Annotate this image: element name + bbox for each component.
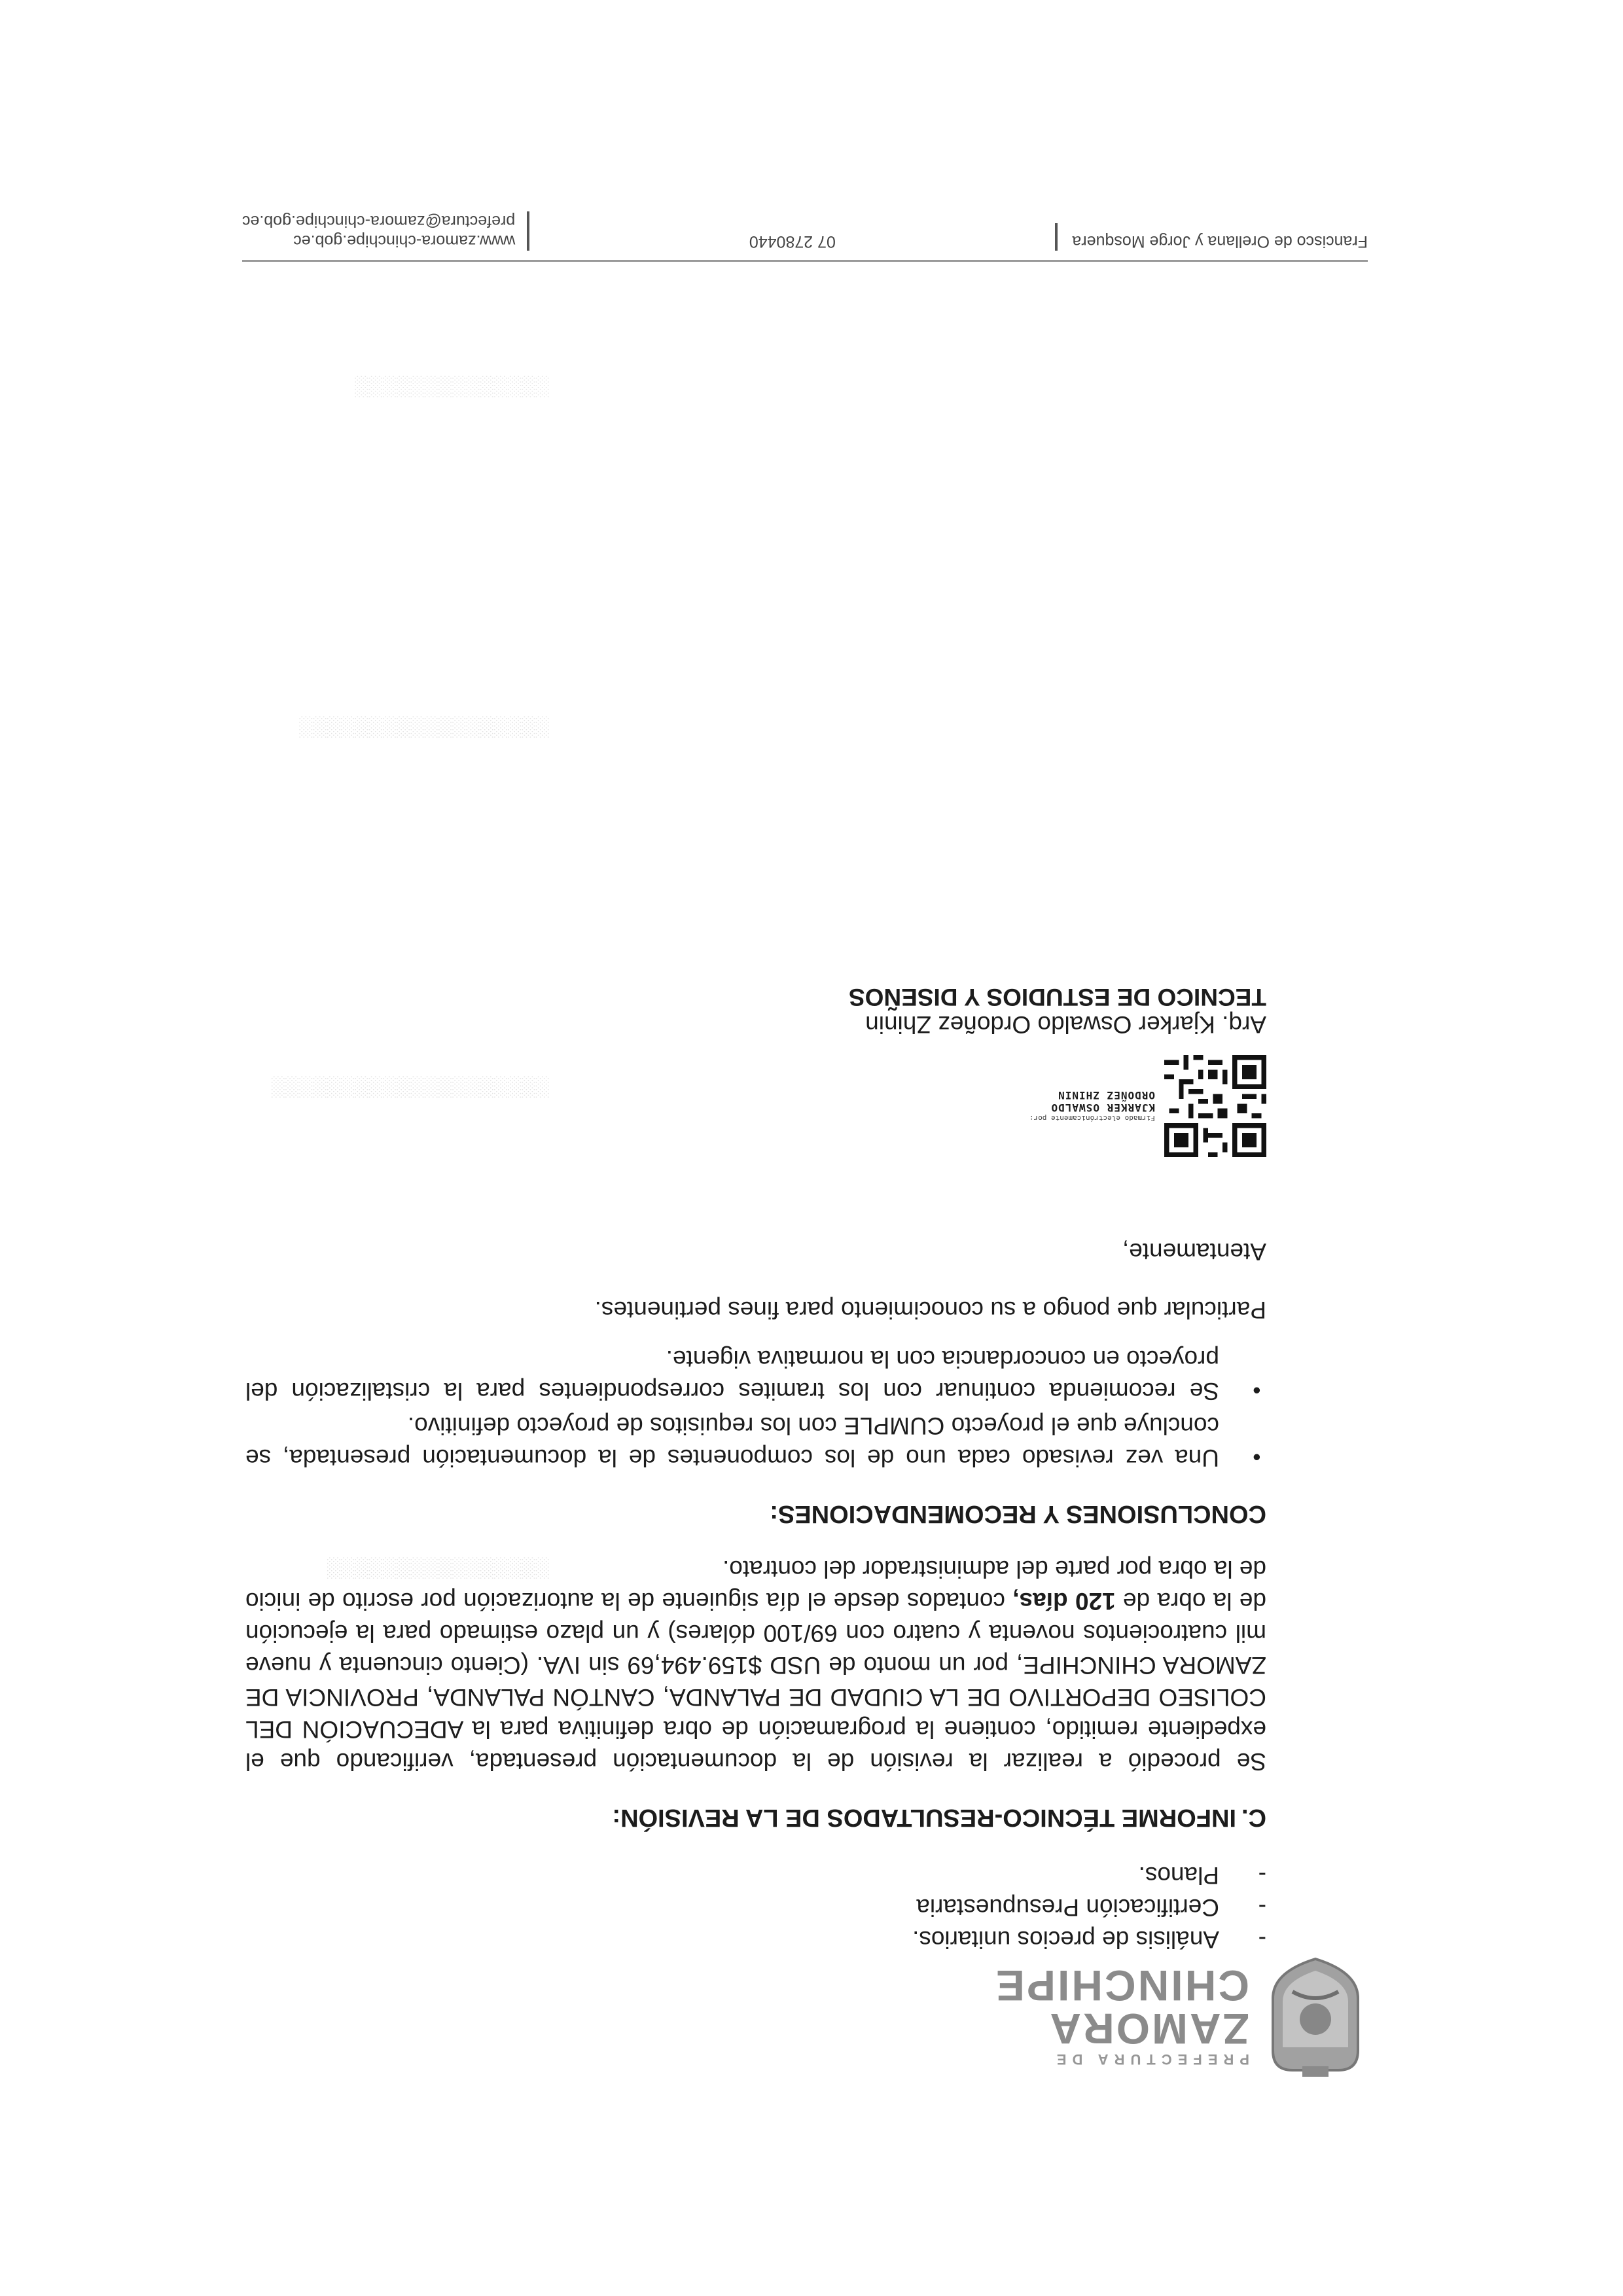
document-body bbox=[245, 1216, 1266, 1956]
bleed-through-text: ░░░░░░░░░░░░░░ bbox=[355, 376, 550, 398]
bleed-through-text: ░░░░░░░░░░░░░░░░ bbox=[327, 1558, 550, 1579]
list-item: - Certificación Presupuestaria bbox=[245, 1892, 1266, 1924]
signer-title: TECNICO DE ESTUDIOS Y DISEÑOS bbox=[848, 984, 1266, 1011]
bleed-through-text: ░░░░░░░░░░░░░░░░░░ bbox=[299, 717, 550, 738]
list-item: - Análisis de precios unitarios. bbox=[245, 1924, 1266, 1956]
footer-phone: 07 2780440 bbox=[749, 232, 836, 251]
bleed-through-text: ░░░░░░░░░░░░░░░░░░░░ bbox=[271, 1077, 550, 1098]
section-title: INFORME TÉCNICO-RESULTADOS DE LA REVISIÓN: bbox=[612, 1804, 1236, 1831]
report-paragraph bbox=[245, 1553, 1266, 1778]
conclusions-list bbox=[245, 1343, 1266, 1474]
list-item: ● Una vez revisado cada uno de los componentes de la documentación presentada, se concluye que el proyecto CUMPLE con los requisitos de proyecto definitivo. bbox=[245, 1410, 1266, 1474]
logo-caption: PREFECTURA DE bbox=[1050, 2051, 1249, 2068]
salutation: Atentamente, bbox=[1122, 1238, 1266, 1265]
paragraph-text: contados desde el día siguiente de la autorización por escrito de inicio de la obra por parte del administrador del contrato. bbox=[245, 1556, 1266, 1615]
prefectura-logo bbox=[994, 1956, 1364, 2077]
e-signature-name: ORDOÑEZ ZHININ bbox=[1058, 1089, 1155, 1102]
paragraph-text: Se procedió a realizar la revisión de la documentación presentada, verificando que el expediente remitido, contiene la programación de obra definitiva para la ADECUACIÓN DEL COLISEO DEPORTIVO DE LA CIUDAD DE PALANDA, CANTÓN PALANDA, PROVINCIA DE ZAMORA CHINCHIPE, por un monto de USD $159.494,69 sin IVA. (Ciento cincuenta y nueve mil cuatrocientos noventa y cuatro con 69/100 dólares) y un plazo estimado para la ejecución de la obra de bbox=[245, 1588, 1266, 1775]
e-signature-name: KJARKER OSWALDO bbox=[1050, 1102, 1155, 1115]
list-item: ● Se recomienda continuar con los tramites correspondientes para la cristalización del proyecto en concordancia con la normativa vigente. bbox=[245, 1343, 1266, 1407]
closing-text: Particular que pongo a su conocimiento para fines pertinentes. bbox=[594, 1297, 1266, 1323]
qr-code-icon bbox=[1164, 1055, 1266, 1157]
section-letter: C. bbox=[1241, 1804, 1266, 1831]
footer-address: Francisco de Orellana y Jorge Mosquera bbox=[1055, 223, 1368, 251]
footer-email: prefectura@zamora-chinchipe.gob.ec bbox=[242, 212, 516, 230]
signer-name: Arq. Kjarker Oswaldo Ordoñez Zhinin bbox=[865, 1011, 1266, 1038]
signature-block bbox=[849, 983, 1266, 1157]
documents-list bbox=[245, 1859, 1266, 1956]
page-footer bbox=[242, 211, 1368, 262]
coat-of-arms-icon bbox=[1266, 1956, 1364, 2077]
logo-title-line1: ZAMORA bbox=[1048, 2005, 1249, 2054]
conclusions-heading: CONCLUSIONES Y RECOMENDACIONES: bbox=[770, 1500, 1266, 1528]
footer-contact bbox=[242, 211, 529, 251]
footer-website: www.zamora-chinchipe.gob.ec bbox=[293, 232, 516, 250]
paragraph-bold-text: 120 días, bbox=[1012, 1588, 1116, 1615]
list-item: - Planos. bbox=[245, 1859, 1266, 1892]
section-c-heading bbox=[245, 1801, 1266, 1833]
e-signature-caption: Firmado electrónicamente por: bbox=[1029, 1114, 1155, 1123]
logo-title-line2: CHINCHIPE bbox=[993, 1962, 1249, 2011]
